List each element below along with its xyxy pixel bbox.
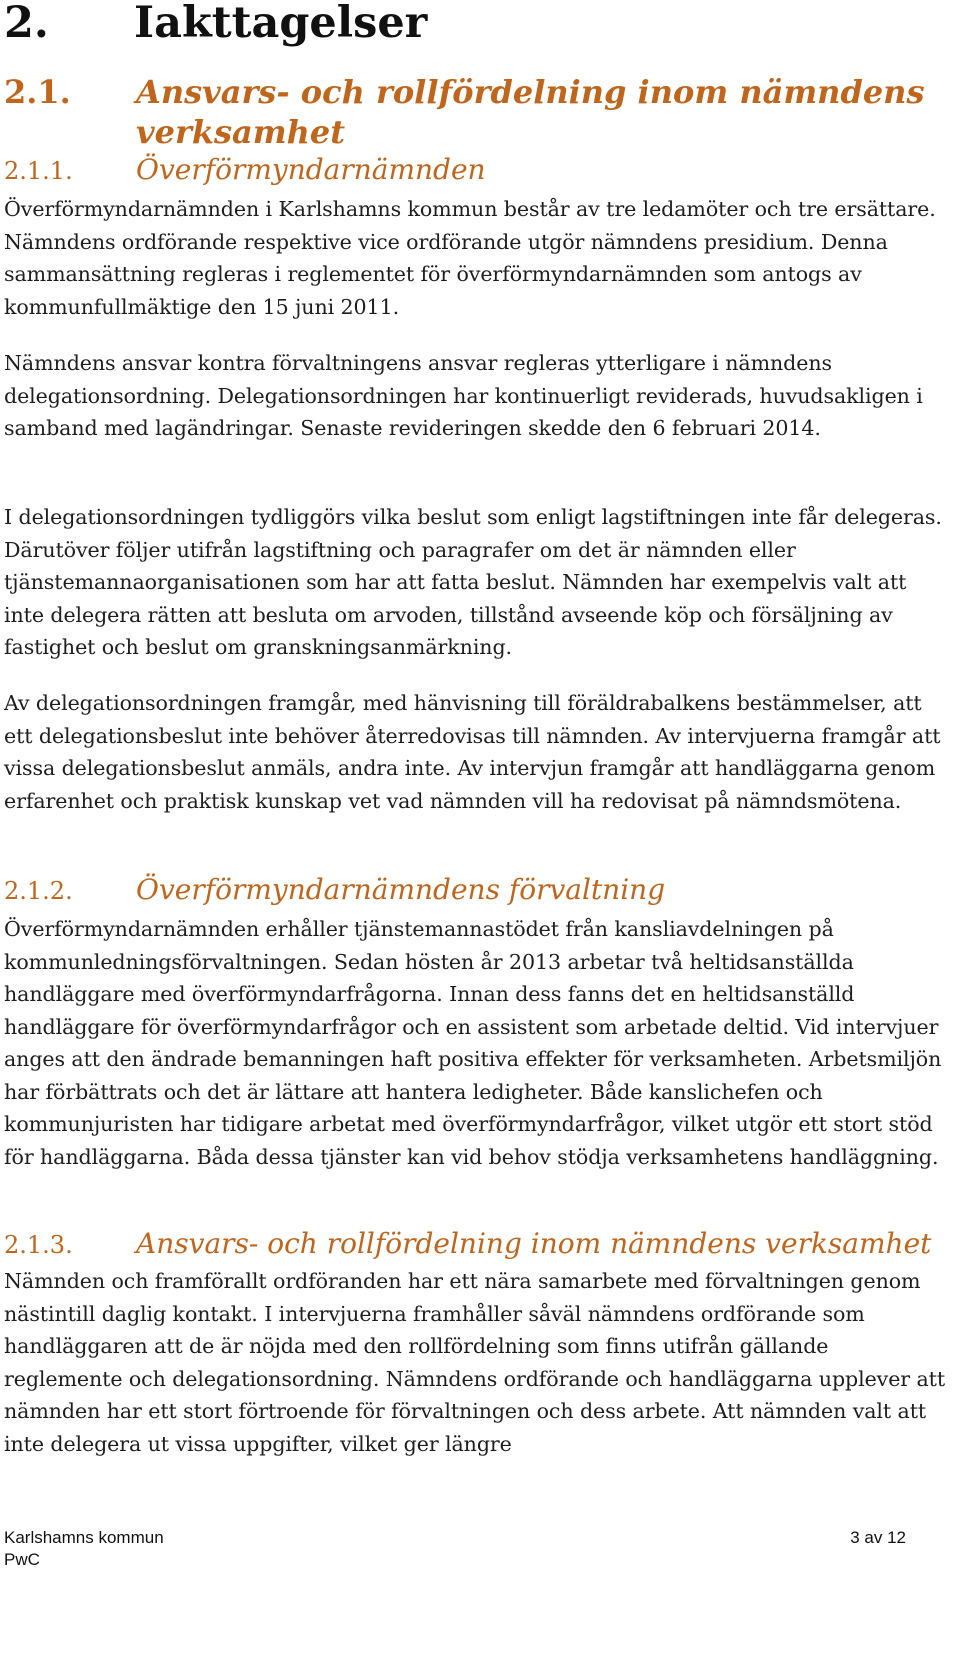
chapter-heading xyxy=(4,0,427,48)
subsection-heading xyxy=(4,873,954,908)
section-heading xyxy=(4,72,954,152)
chapter-title: Iakttagelser xyxy=(134,0,428,48)
paragraph: Nämndens ansvar kontra förvaltningens ansvar regleras ytterligare i nämndens delegationsordning. Delegationsordningen har kontinuerligt reviderads, huvudsakligen i samband med lagändringar. Senaste revideringen skedde den 6 februari 2014. xyxy=(4,351,923,440)
section-number: 2.1. xyxy=(4,73,71,111)
chapter-number: 2. xyxy=(4,0,49,48)
paragraph: Av delegationsordningen framgår, med hänvisning till föräldrabalkens bestämmelser, att ett delegationsbeslut inte behöver återredovisas till nämnden. Av intervjuerna framgår att vissa delegationsbeslut anmäls, andra inte. Av intervjun framgår att handläggarna genom erfarenhet och praktisk kunskap vet vad nämnden vill ha redovisat på nämndsmötena. xyxy=(4,691,941,813)
paragraph: Överförmyndarnämnden i Karlshamns kommun består av tre ledamöter och tre ersättare. Nämndens ordförande respektive vice ordförande utgör nämndens presidium. Denna sammansättning regleras i reglementet för överförmyndarnämnden som antogs av kommunfullmäktige den 15 juni 2011. xyxy=(4,197,936,319)
subsection-heading xyxy=(4,153,954,188)
paragraph: Överförmyndarnämnden erhåller tjänstemannastödet från kansliavdelningen på kommunledningsförvaltningen. Sedan hösten år 2013 arbetar två heltidsanställda handläggare med överförmyndarfrågorna. Innan dess fanns det en heltidsanställd handläggare för överförmyndarfrågor och en assistent som arbetade deltid. Vid intervjuer anges att den ändrade bemanningen haft positiva effekter för verksamheten. Arbetsmiljön har förbättrats och det är lättare att hantera ledigheter. Både kanslichefen och kommunjuristen har tidigare arbetat med överförmyndarfrågor, vilket utgör ett stort stöd för handläggarna. Båda dessa tjänster kan vid behov stödja verksamhetens handläggning. xyxy=(4,917,942,1169)
paragraph: Nämnden och framförallt ordföranden har ett nära samarbete med förvaltningen genom nästintill daglig kontakt. I intervjuerna framhåller såväl nämndens ordförande som handläggaren att de är nöjda med den rollfördelning som finns utifrån gällande reglemente och delegationsordning. Nämndens ordförande och handläggarna upplever att nämnden har ett stort förtroende för förvaltningen och dess arbete. Att nämnden valt att inte delegera ut vissa uppgifter, vilket ger längre xyxy=(4,1269,946,1456)
subsection-number: 2.1.2. xyxy=(4,877,73,905)
footer-organization: Karlshamns kommun xyxy=(4,1528,164,1547)
footer-firm: PwC xyxy=(4,1550,40,1569)
subsection-title: Överförmyndarnämnden xyxy=(136,153,486,186)
subsection-title: Överförmyndarnämndens förvaltning xyxy=(136,873,666,906)
paragraph: I delegationsordningen tydliggörs vilka beslut som enligt lagstiftningen inte får delegeras. Därutöver följer utifrån lagstiftning och paragrafer om det är nämnden eller tjänstemannaorganisationen som har att fatta beslut. Nämnden har exempelvis valt att inte delegera rätten att besluta om arvoden, tillstånd avseende köp och försäljning av fastighet och beslut om granskningsanmärkning. xyxy=(4,505,942,659)
subsection-title: Ansvars- och rollfördelning inom nämndens verksamhet xyxy=(136,1227,932,1260)
footer-page-number: 3 av 12 xyxy=(850,1528,906,1547)
subsection-number: 2.1.1. xyxy=(4,157,73,185)
section-title: Ansvars- och rollfördelning inom nämndens verksamhet xyxy=(136,73,925,151)
subsection-heading xyxy=(4,1227,954,1262)
subsection-number: 2.1.3. xyxy=(4,1231,73,1259)
